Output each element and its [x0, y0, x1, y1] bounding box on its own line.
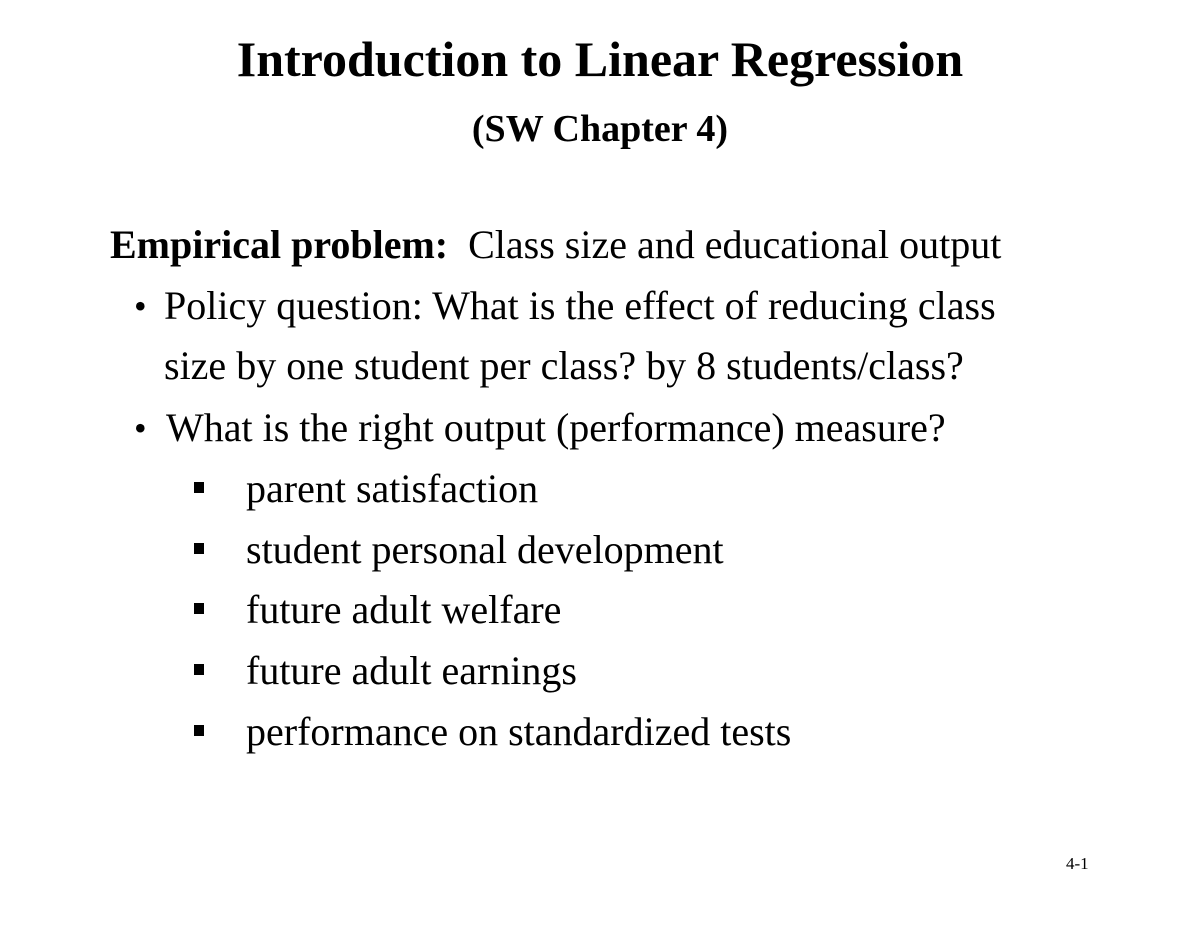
problem-text: Class size and educational output — [468, 222, 1002, 267]
sub-item-text: parent satisfaction — [246, 466, 539, 511]
sub-item-text: future adult earnings — [246, 648, 577, 693]
bullet-text: What is the right output (performance) measure? — [166, 405, 946, 450]
square-bullet-icon — [194, 543, 204, 554]
slide-subtitle: (SW Chapter 4) — [471, 108, 729, 150]
page-number: 4-1 — [1066, 854, 1089, 873]
square-bullet-icon — [194, 664, 204, 675]
bullet-dot-icon: • — [134, 286, 147, 326]
problem-label: Empirical problem: — [110, 222, 449, 267]
sub-item-text: performance on standardized tests — [246, 709, 792, 754]
square-bullet-icon — [194, 725, 204, 736]
bullet-text-continuation: size by one student per class? by 8 students/class? — [164, 343, 964, 388]
square-bullet-icon — [194, 482, 204, 493]
sub-item-text: future adult welfare — [246, 587, 562, 632]
bullet-text: Policy question: What is the effect of reducing class — [164, 283, 996, 328]
sub-item-text: student personal development — [246, 527, 724, 572]
slide-title: Introduction to Linear Regression — [236, 31, 964, 87]
square-bullet-icon — [194, 603, 204, 614]
bullet-dot-icon: • — [134, 408, 147, 448]
empirical-problem — [110, 221, 1001, 269]
